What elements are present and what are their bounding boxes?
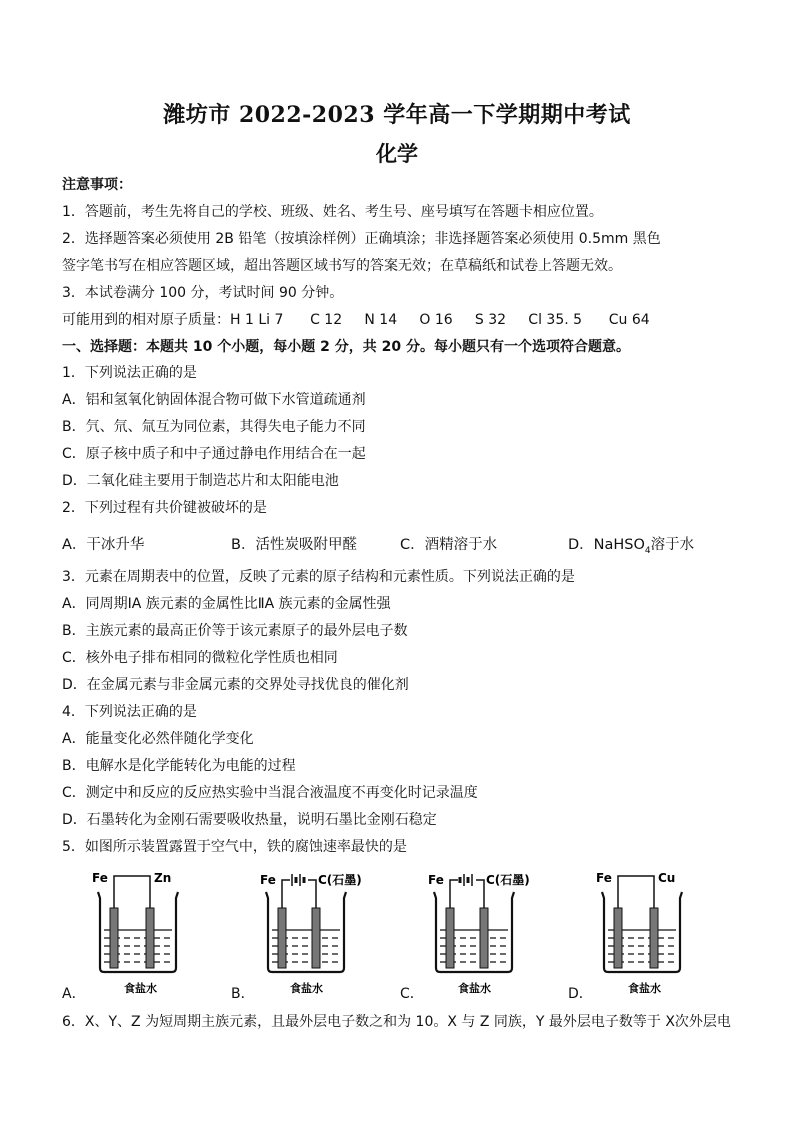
figure-letter-b: B． — [231, 986, 255, 1002]
wire — [450, 880, 484, 908]
question-stem: 1．下列说法正确的是 — [62, 365, 197, 381]
battery-symbol — [460, 874, 472, 886]
option-a: A．同周期ⅠA 族元素的金属性比ⅡA 族元素的金属性强 — [62, 596, 391, 612]
electrode-left — [446, 908, 454, 968]
option-a: A．能量变化必然伴随化学变化 — [62, 731, 254, 747]
option-b: B．电解水是化学能转化为电能的过程 — [62, 758, 296, 774]
wire — [114, 876, 150, 908]
exam-title: 潍坊市 2022-2023 学年高一下学期期中考试 — [163, 102, 631, 128]
liquid-label: 食盐水 — [458, 982, 491, 995]
option-c: C．原子核中质子和中子通过静电作用结合在一起 — [62, 446, 366, 462]
wire — [282, 880, 316, 908]
question-stem: 5．如图所示装置露置于空气中，铁的腐蚀速率最快的是 — [62, 839, 407, 855]
notice-item: 3．本试卷满分 100 分，考试时间 90 分钟。 — [62, 285, 344, 301]
option-d: D．在金属元素与非金属元素的交界处寻找优良的催化剂 — [62, 677, 409, 693]
option-b: B．氕、氘、氚互为同位素，其得失电子能力不同 — [62, 419, 366, 435]
electrode-left — [110, 908, 118, 968]
electrode-left-label: Fe — [260, 873, 276, 887]
option-d: D．石墨转化为金刚石需要吸收热量，说明石墨比金刚石稳定 — [62, 812, 437, 828]
notice-item: 2．选择题答案必须使用 2B 铅笔（按填涂样例）正确填涂；非选择题答案必须使用 0.5mm 黑色 — [62, 231, 661, 247]
cell-diagram-b — [256, 868, 376, 996]
cell-diagram-c — [424, 868, 544, 996]
electrode-right — [480, 908, 488, 968]
electrode-left — [614, 908, 622, 968]
notice-item: 签字笔书写在相应答题区域，超出答题区域书写的答案无效；在草稿纸和试卷上答题无效。 — [62, 258, 622, 274]
electrode-right — [650, 908, 658, 968]
electrode-right-label: C(石墨) — [318, 873, 362, 887]
cell-diagram-a — [88, 868, 198, 996]
electrode-left — [278, 908, 286, 968]
electrode-left-label: Fe — [428, 873, 444, 887]
section-heading: 一、选择题：本题共 10 个小题，每小题 2 分，共 20 分。每小题只有一个选项符合题意。 — [62, 339, 630, 355]
option-d: D．二氧化硅主要用于制造芯片和太阳能电池 — [62, 473, 339, 489]
electrode-right — [312, 908, 320, 968]
option-d — [568, 533, 694, 556]
notice-item: 1．答题前，考生先将自己的学校、班级、姓名、考生号、座号填写在答题卡相应位置。 — [62, 204, 603, 220]
figure-letter-c: C． — [400, 986, 424, 1002]
option-d-formula: D．NaHSO — [568, 537, 645, 553]
notice-heading: 注意事项： — [62, 177, 132, 193]
liquid-label: 食盐水 — [628, 982, 661, 995]
question-stem: 6．X、Y、Z 为短周期主族元素，且最外层电子数之和为 10。X 与 Z 同族，Y 最外层电子数等于 X次外层电 — [62, 1014, 731, 1030]
option-d-suffix: 溶于水 — [650, 537, 695, 553]
option-b: B．主族元素的最高正价等于该元素原子的最外层电子数 — [62, 623, 408, 639]
electrode-right-label: Zn — [154, 871, 172, 885]
liquid-label: 食盐水 — [124, 982, 157, 995]
question-stem: 3．元素在周期表中的位置，反映了元素的原子结构和元素性质。下列说法正确的是 — [62, 569, 575, 585]
electrode-left-label: Fe — [596, 871, 612, 885]
electrode-right-label: Cu — [658, 871, 676, 885]
electrode-right — [146, 908, 154, 968]
figure-letter-a: A． — [62, 986, 86, 1002]
question-stem: 4．下列说法正确的是 — [62, 704, 197, 720]
electrode-left-label: Fe — [92, 871, 108, 885]
electrode-right-label: C(石墨) — [486, 873, 530, 887]
figure-letter-d: D． — [568, 986, 593, 1002]
option-a: A．干冰升华 — [62, 537, 145, 553]
option-c: C．核外电子排布相同的微粒化学性质也相同 — [62, 650, 338, 666]
liquid-label: 食盐水 — [290, 982, 323, 995]
option-a: A．铝和氢氧化钠固体混合物可做下水管道疏通剂 — [62, 392, 366, 408]
option-d-subscript: 4 — [644, 545, 651, 556]
option-c: C．酒精溶于水 — [400, 537, 498, 553]
subject-title: 化学 — [376, 141, 418, 166]
atomic-masses: 可能用到的相对原子质量：H 1 Li 7 C 12 N 14 O 16 S 32 Cl 35. 5 Cu 64 — [62, 312, 650, 328]
cell-diagram-d — [592, 868, 702, 996]
option-c: C．测定中和反应的反应热实验中当混合液温度不再变化时记录温度 — [62, 785, 478, 801]
question-stem: 2．下列过程有共价键被破坏的是 — [62, 500, 267, 516]
wire — [618, 876, 654, 908]
option-b: B．活性炭吸附甲醛 — [231, 537, 357, 553]
battery-symbol — [292, 874, 304, 886]
